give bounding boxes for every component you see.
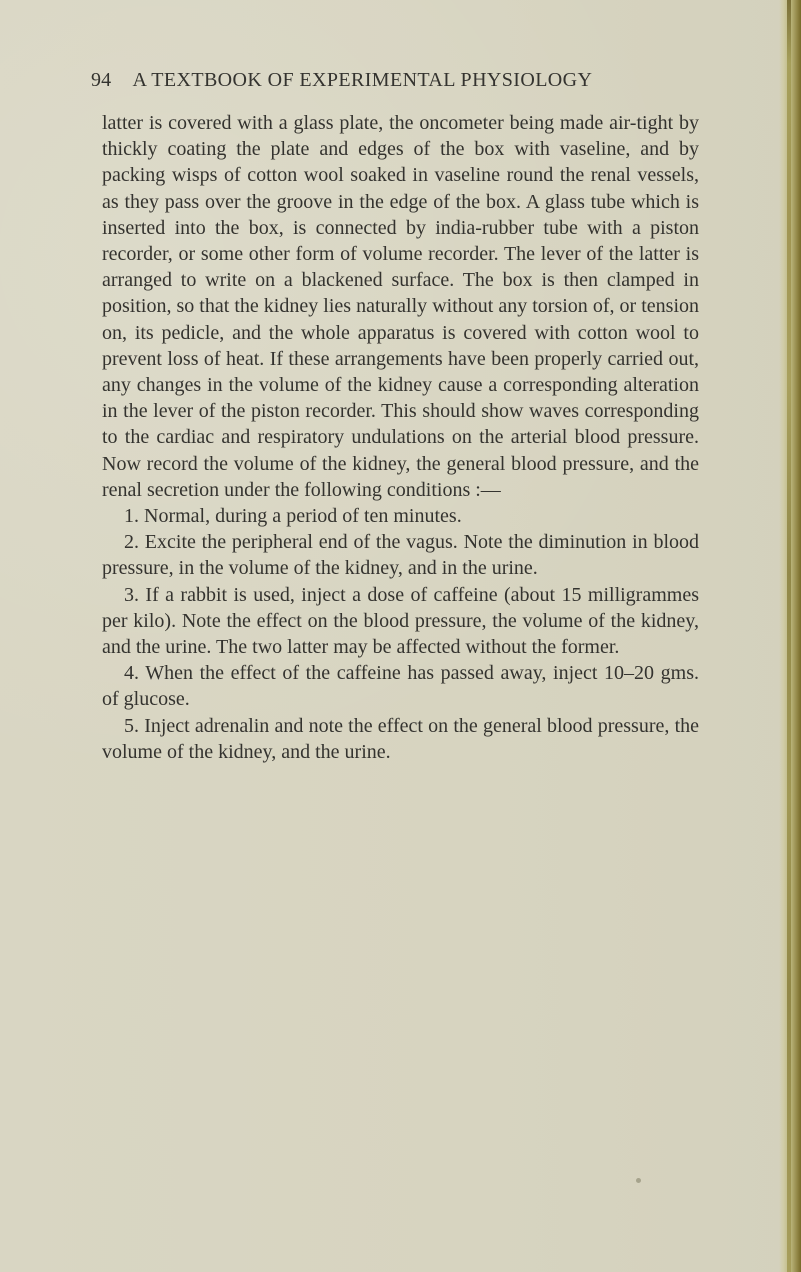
paper-speck — [636, 1178, 641, 1183]
list-item-4: 4. When the effect of the caffeine has passed away, inject 10–20 gms. of glucose. — [102, 662, 699, 711]
list-item-2: 2. Excite the peripheral end of the vagus. Note the diminution in blood pressure, in the volume of the kidney, and in the urine. — [102, 531, 699, 580]
running-header — [91, 68, 681, 98]
list-item-1: 1. Normal, during a period of ten minutes. — [124, 505, 462, 528]
intro-paragraph: latter is covered with a glass plate, the oncometer being made air-tight by thickly coating the plate and edges of the box with vaseline, and by packing wisps of cotton wool soaked in vaseline round the renal vessels, as they pass over the groove in the edge of the box. A glass tube which is inserted into the box, is connected by india-rubber tube with a piston recorder, or some other form of volume recorder. The lever of the latter is arranged to write on a blackened surface. The box is then clamped in position, so that the kidney lies naturally without any torsion of, or tension on, its pedicle, and the whole apparatus is covered with cotton wool to prevent loss of heat. If these arrangements have been properly carried out, any changes in the volume of the kidney cause a corresponding alteration in the lever of the piston recorder. This should show waves corresponding to the cardiac and respiratory undulations on the arterial blood pressure. Now record the volume of the kidney, the general blood pressure, and the renal secretion under the following conditions :— — [102, 112, 699, 501]
list-item-3: 3. If a rabbit is used, inject a dose of caffeine (about 15 milligrammes per kilo). Note the effect on the blood pressure, the volume of the kidney, and the urine. The two latter may be affected without the former. — [102, 583, 699, 659]
page-edge-line — [787, 0, 791, 1272]
running-title: A TEXTBOOK OF EXPERIMENTAL PHYSIOLOGY — [132, 69, 593, 91]
body-text — [102, 110, 699, 765]
list-item-5: 5. Inject adrenalin and note the effect on the general blood pressure, the volume of the kidney, and the urine. — [102, 714, 699, 763]
page-number: 94 — [91, 69, 112, 91]
